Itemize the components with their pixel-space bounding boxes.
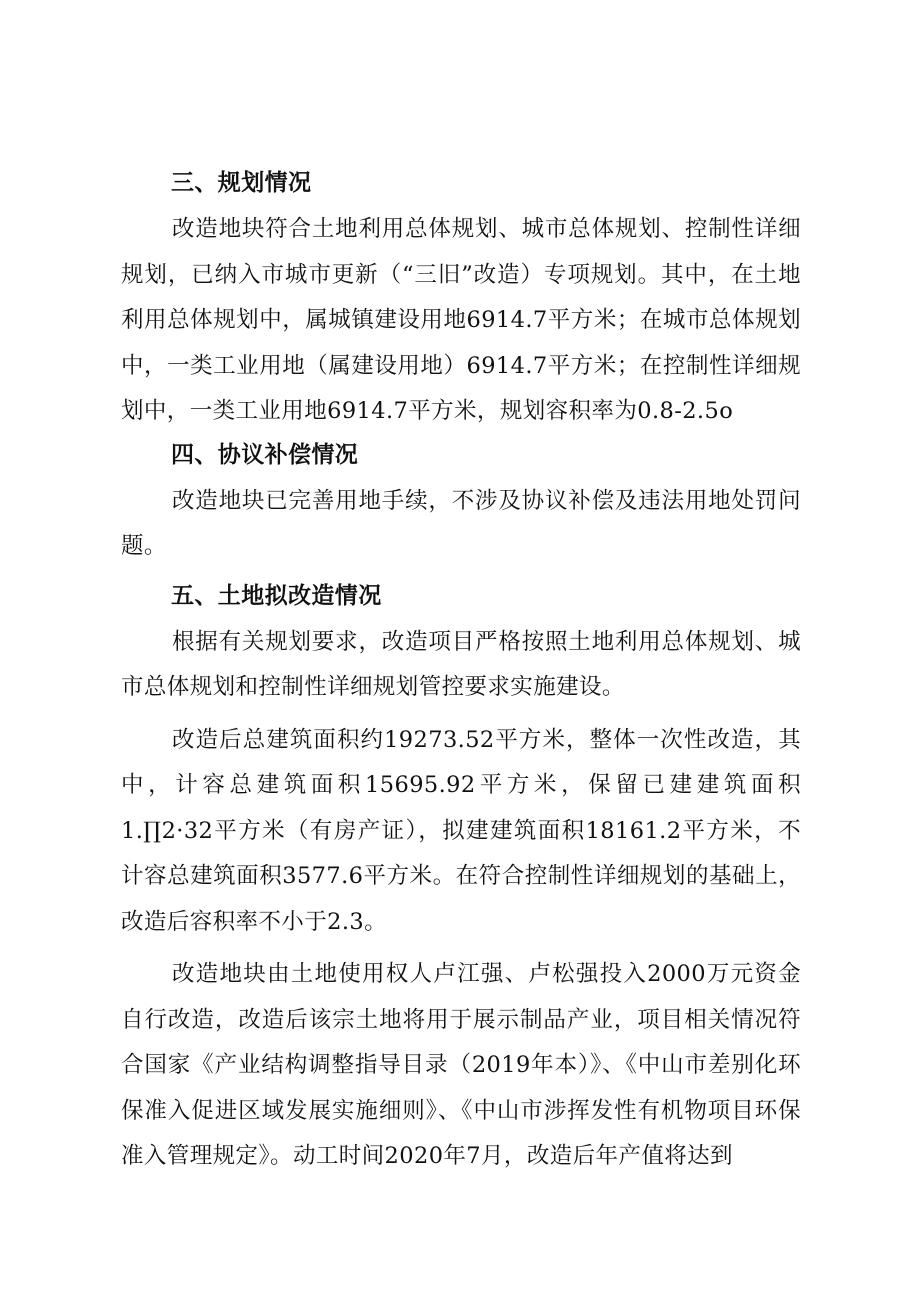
section-heading: 三、规划情况 (171, 170, 312, 196)
section-planning (121, 163, 801, 435)
body-paragraph: 根据有关规划要求，改造项目严格按照土地利用总体规划、城市总体规划和控制性详细规划管控要求实施建设。 (121, 628, 801, 700)
body-paragraph: 改造后总建筑面积约19273.52平方米，整体一次性改造，其中，计容总建筑面积15695.92平方米，保留已建建筑面积1.∏2·32平方米（有房产证），拟建建筑面积18161.2平方米，不计容总建筑面积3577.6平方米。在符合控制性详细规划的基础上，改造后容积率不小于2.3。 (121, 726, 801, 935)
section-renovation (121, 576, 801, 1180)
document-body (121, 163, 801, 1180)
body-paragraph: 改造地块已完善用地手续，不涉及协议补偿及违法用地处罚问题。 (121, 487, 801, 559)
body-paragraph: 改造地块符合土地利用总体规划、城市总体规划、控制性详细规划，已纳入市城市更新（“三旧”改造）专项规划。其中，在土地利用总体规划中，属城镇建设用地6914.7平方米；在城市总体规划中，一类工业用地（属建设用地）6914.7平方米；在控制性详细规划中，一类工业用地6914.7平方米，规划容积率为0.8-2.5o (121, 216, 801, 424)
section-heading: 五、土地拟改造情况 (171, 582, 382, 609)
body-paragraph: 改造地块由土地使用权人卢江强、卢松强投入2000万元资金自行改造，改造后该宗土地将用于展示制品产业，项目相关情况符合国家《产业结构调整指导目录（2019年本）》、《中山市差别化环保准入促进区域发展实施细则》、《中山市涉挥发性有机物项目环保准入管理规定》。动工时间2020年7月，改造后年产值将达到 (121, 961, 801, 1169)
section-heading: 四、协议补偿情况 (171, 441, 359, 468)
section-compensation (121, 435, 801, 570)
